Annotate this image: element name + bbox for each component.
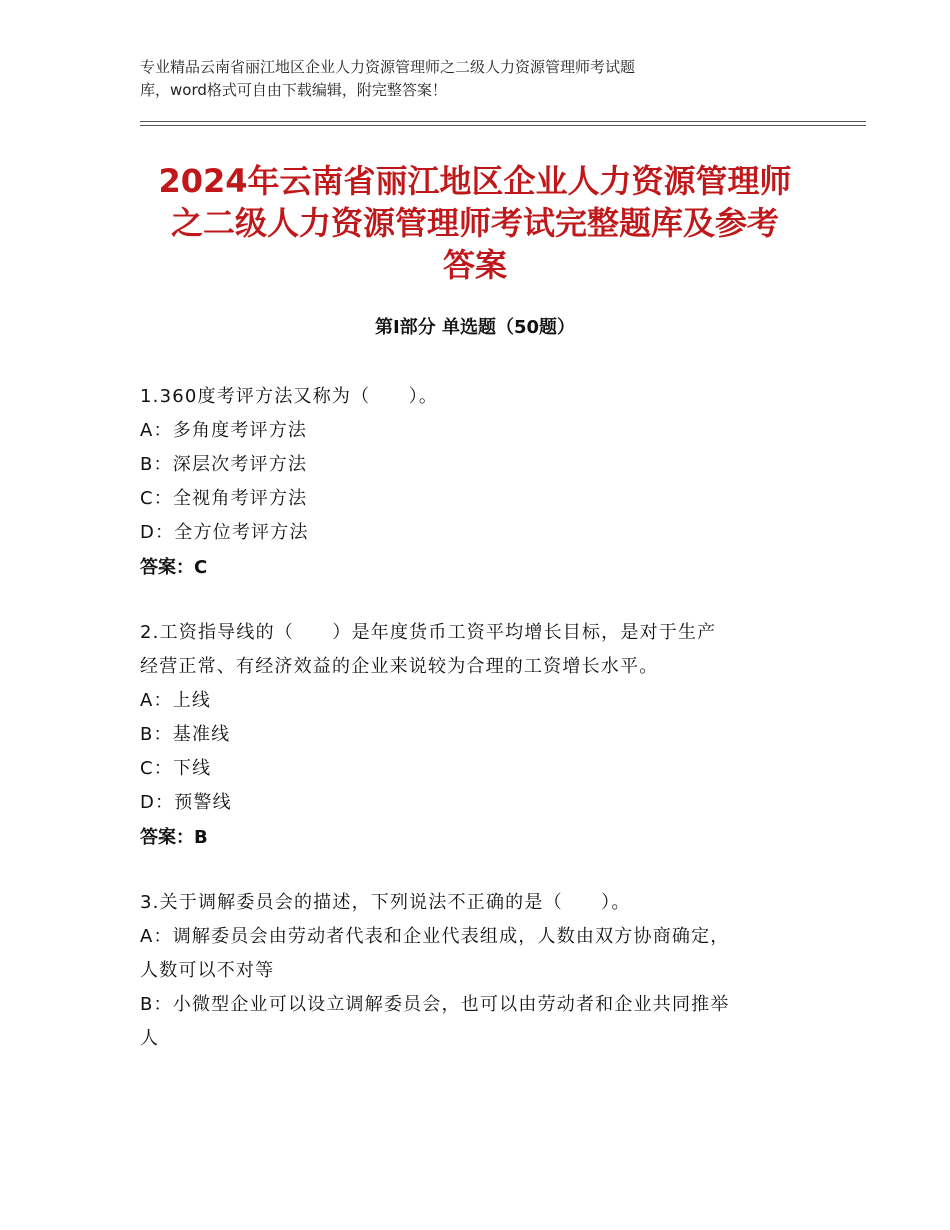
question-3 [140,886,820,1056]
question-2 [140,616,820,856]
section-heading: 第Ⅰ部分 单选题（50题） [374,317,575,338]
question-1-stem: 1.360度考评方法又称为（ ）。 [140,386,439,407]
question-1-answer: 答案：C [140,557,208,578]
question-1 [140,380,820,586]
document-title-line-3: 答案 [442,246,507,284]
document-title-line-2: 之二级人力资源管理师考试完整题库及参考 [170,204,779,242]
question-2-option-a: A：上线 [140,690,212,711]
question-3-stem: 3.关于调解委员会的描述，下列说法不正确的是（ ）。 [140,892,631,913]
question-1-option-c: C：全视角考评方法 [140,488,308,509]
question-2-stem-line-1: 2.工资指导线的（ ）是年度货币工资平均增长目标，是对于生产 [140,622,717,643]
question-1-option-d: D：全方位考评方法 [140,522,309,543]
header-note-line-1: 专业精品云南省丽江地区企业人力资源管理师之二级人力资源管理师考试题 [140,58,636,76]
question-2-stem-line-2: 经营正常、有经济效益的企业来说较为合理的工资增长水平。 [140,656,659,677]
question-3-option-b-line-2: 人 [140,1028,160,1049]
question-3-option-a-line-2: 人数可以不对等 [140,960,275,981]
question-2-answer: 答案：B [140,827,208,848]
question-3-option-b-line-1: B：小微型企业可以设立调解委员会，也可以由劳动者和企业共同推举 [140,994,730,1015]
question-2-option-d: D：预警线 [140,792,232,813]
question-2-option-b: B：基准线 [140,724,231,745]
document-title [120,160,830,286]
question-3-option-a-line-1: A：调解委员会由劳动者代表和企业代表组成，人数由双方协商确定， [140,926,730,947]
header-note [140,56,780,102]
question-1-option-b: B：深层次考评方法 [140,454,308,475]
header-note-line-2: 库，word格式可自由下载编辑，附完整答案！ [140,81,447,99]
header-rule-secondary [140,125,866,126]
header-rule [140,121,866,122]
question-2-option-c: C：下线 [140,758,212,779]
question-list [140,380,820,1086]
question-1-option-a: A：多角度考评方法 [140,420,308,441]
document-title-line-1: 2024年云南省丽江地区企业人力资源管理师 [158,162,792,200]
